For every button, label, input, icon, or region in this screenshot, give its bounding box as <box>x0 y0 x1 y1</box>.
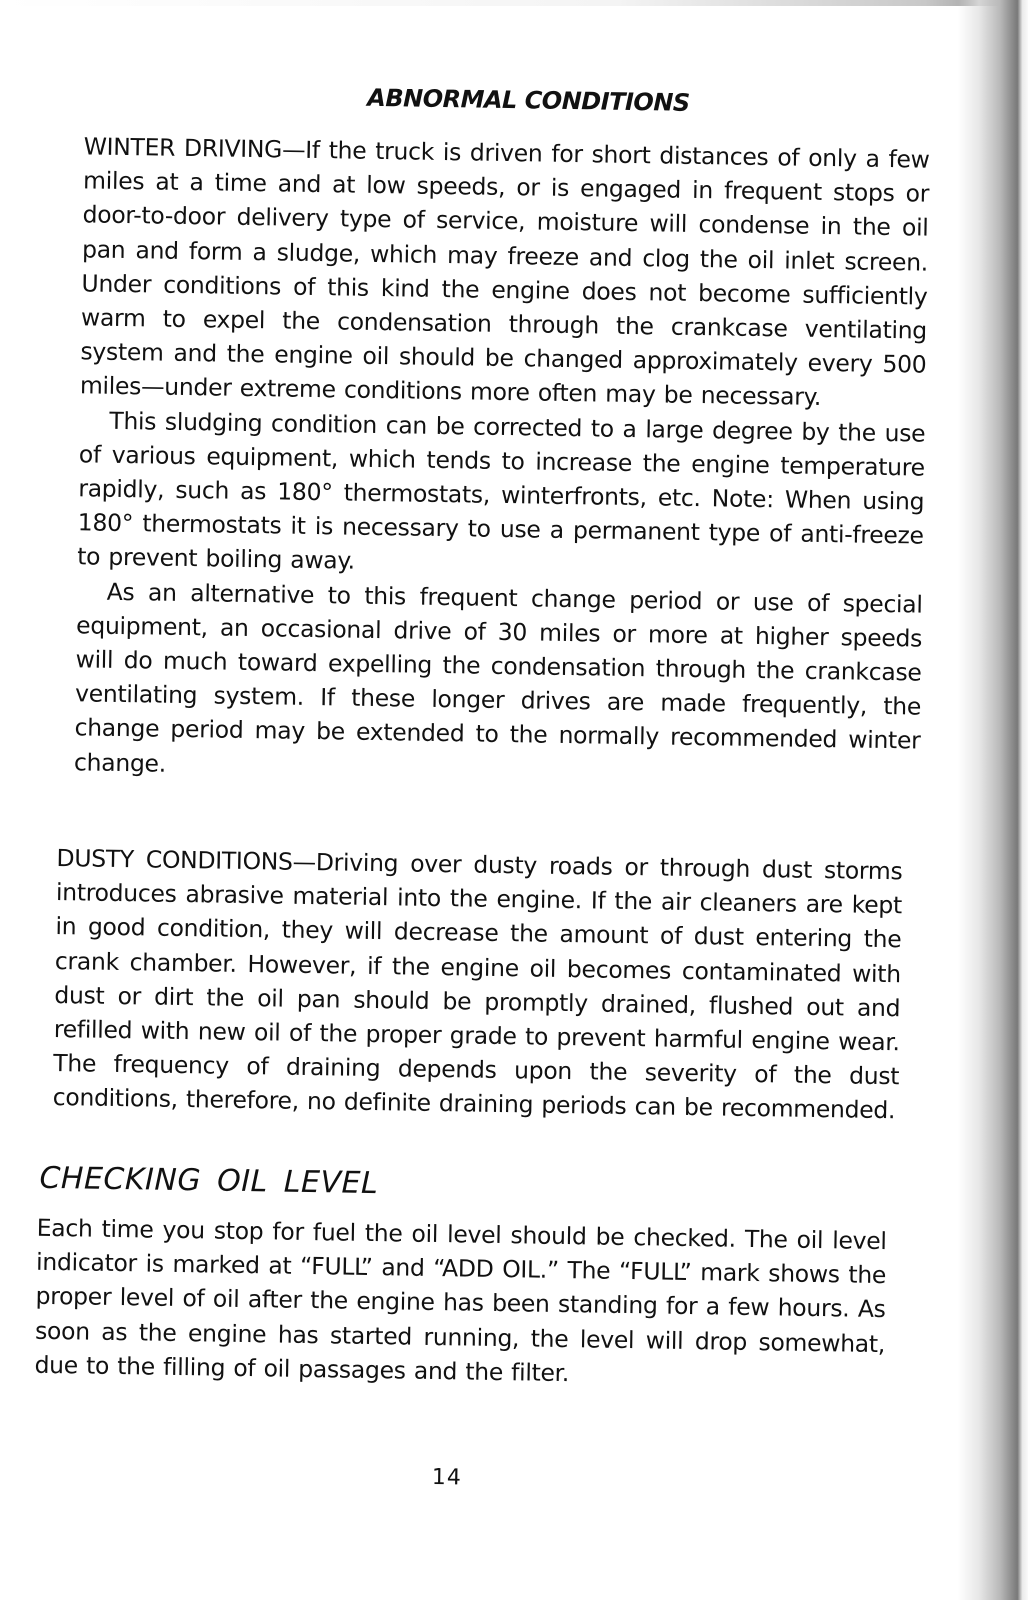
checking-oil-level-section <box>34 1211 887 1395</box>
dusty-conditions-section <box>52 841 902 1128</box>
page-title: ABNORMAL CONDITIONS <box>367 83 690 117</box>
page-number: 14 <box>431 1464 463 1491</box>
checking-oil-level-paragraph: Each time you stop for fuel the oil level should be checked. The oil level indicator is marked at “FULL” and “ADD OIL.” The “FULL” mark shows the proper level of oil after the engine has been standing for a few hours. As soon as the engine has started running, the level will drop somewhat, due to the filling of oil passages and the filter. <box>34 1213 887 1387</box>
winter-driving-run-in-heading: WINTER DRIVING <box>83 132 283 164</box>
em-dash: — <box>292 847 317 877</box>
dusty-conditions-text: Driving over dusty roads or through dust storms introduces abrasive material into the engine. If the air cleaners are kept in good condition, they will decrease the amount of dust entering the crank chamber. However, if the engine oil becomes contaminated with dust or dirt the oil pan should be promptly drained, flushed out and refilled with new oil of the proper grade to prevent harmful engine wear. The frequency of draining depends upon the severity of the dust conditions, therefore, no definite draining periods can be recommended. <box>52 848 903 1125</box>
dusty-conditions-paragraph <box>52 841 902 1128</box>
section-heading-checking-oil-level: CHECKING OIL LEVEL <box>39 1160 379 1202</box>
winter-driving-text-1: If the truck is driven for short distances of only a few miles at a time and at low speeds, or is engaged in frequent stops or door-to-door delivery type of service, moisture will condense in the oil pan and form a sludge, which may freeze and clog the oil inlet screen. Under conditions of this kind the engine does not become sufficiently warm to expel the condensation through the crankcase ventilating system and the engine oil should be changed approximately every 500 miles—under extreme conditions more often may be necessary. <box>79 135 930 412</box>
winter-driving-paragraph-3: As an alternative to this frequent change period or use of special equipment, an occasional drive of 30 miles or more at higher speeds will do much toward expelling the condensation through the crankcase ventilating system. If these longer drives are made frequently, the change period may be extended to the normally recommended winter change. <box>73 577 923 778</box>
book-spine-shadow <box>958 0 1028 1600</box>
winter-driving-paragraph-2: This sludging condition can be corrected to a large degree by the use of various equipment, which tends to increase the engine temperature rapidly, such as 180° thermostats, winterfronts, etc. Note: When using 180° thermostats it is necessary to use a permanent type of anti-freeze to prevent boiling away. <box>77 406 926 576</box>
winter-driving-section <box>74 129 930 792</box>
dusty-conditions-run-in-heading: DUSTY CONDITIONS <box>56 843 293 876</box>
winter-driving-paragraph-1 <box>80 129 930 416</box>
em-dash: — <box>281 135 306 164</box>
